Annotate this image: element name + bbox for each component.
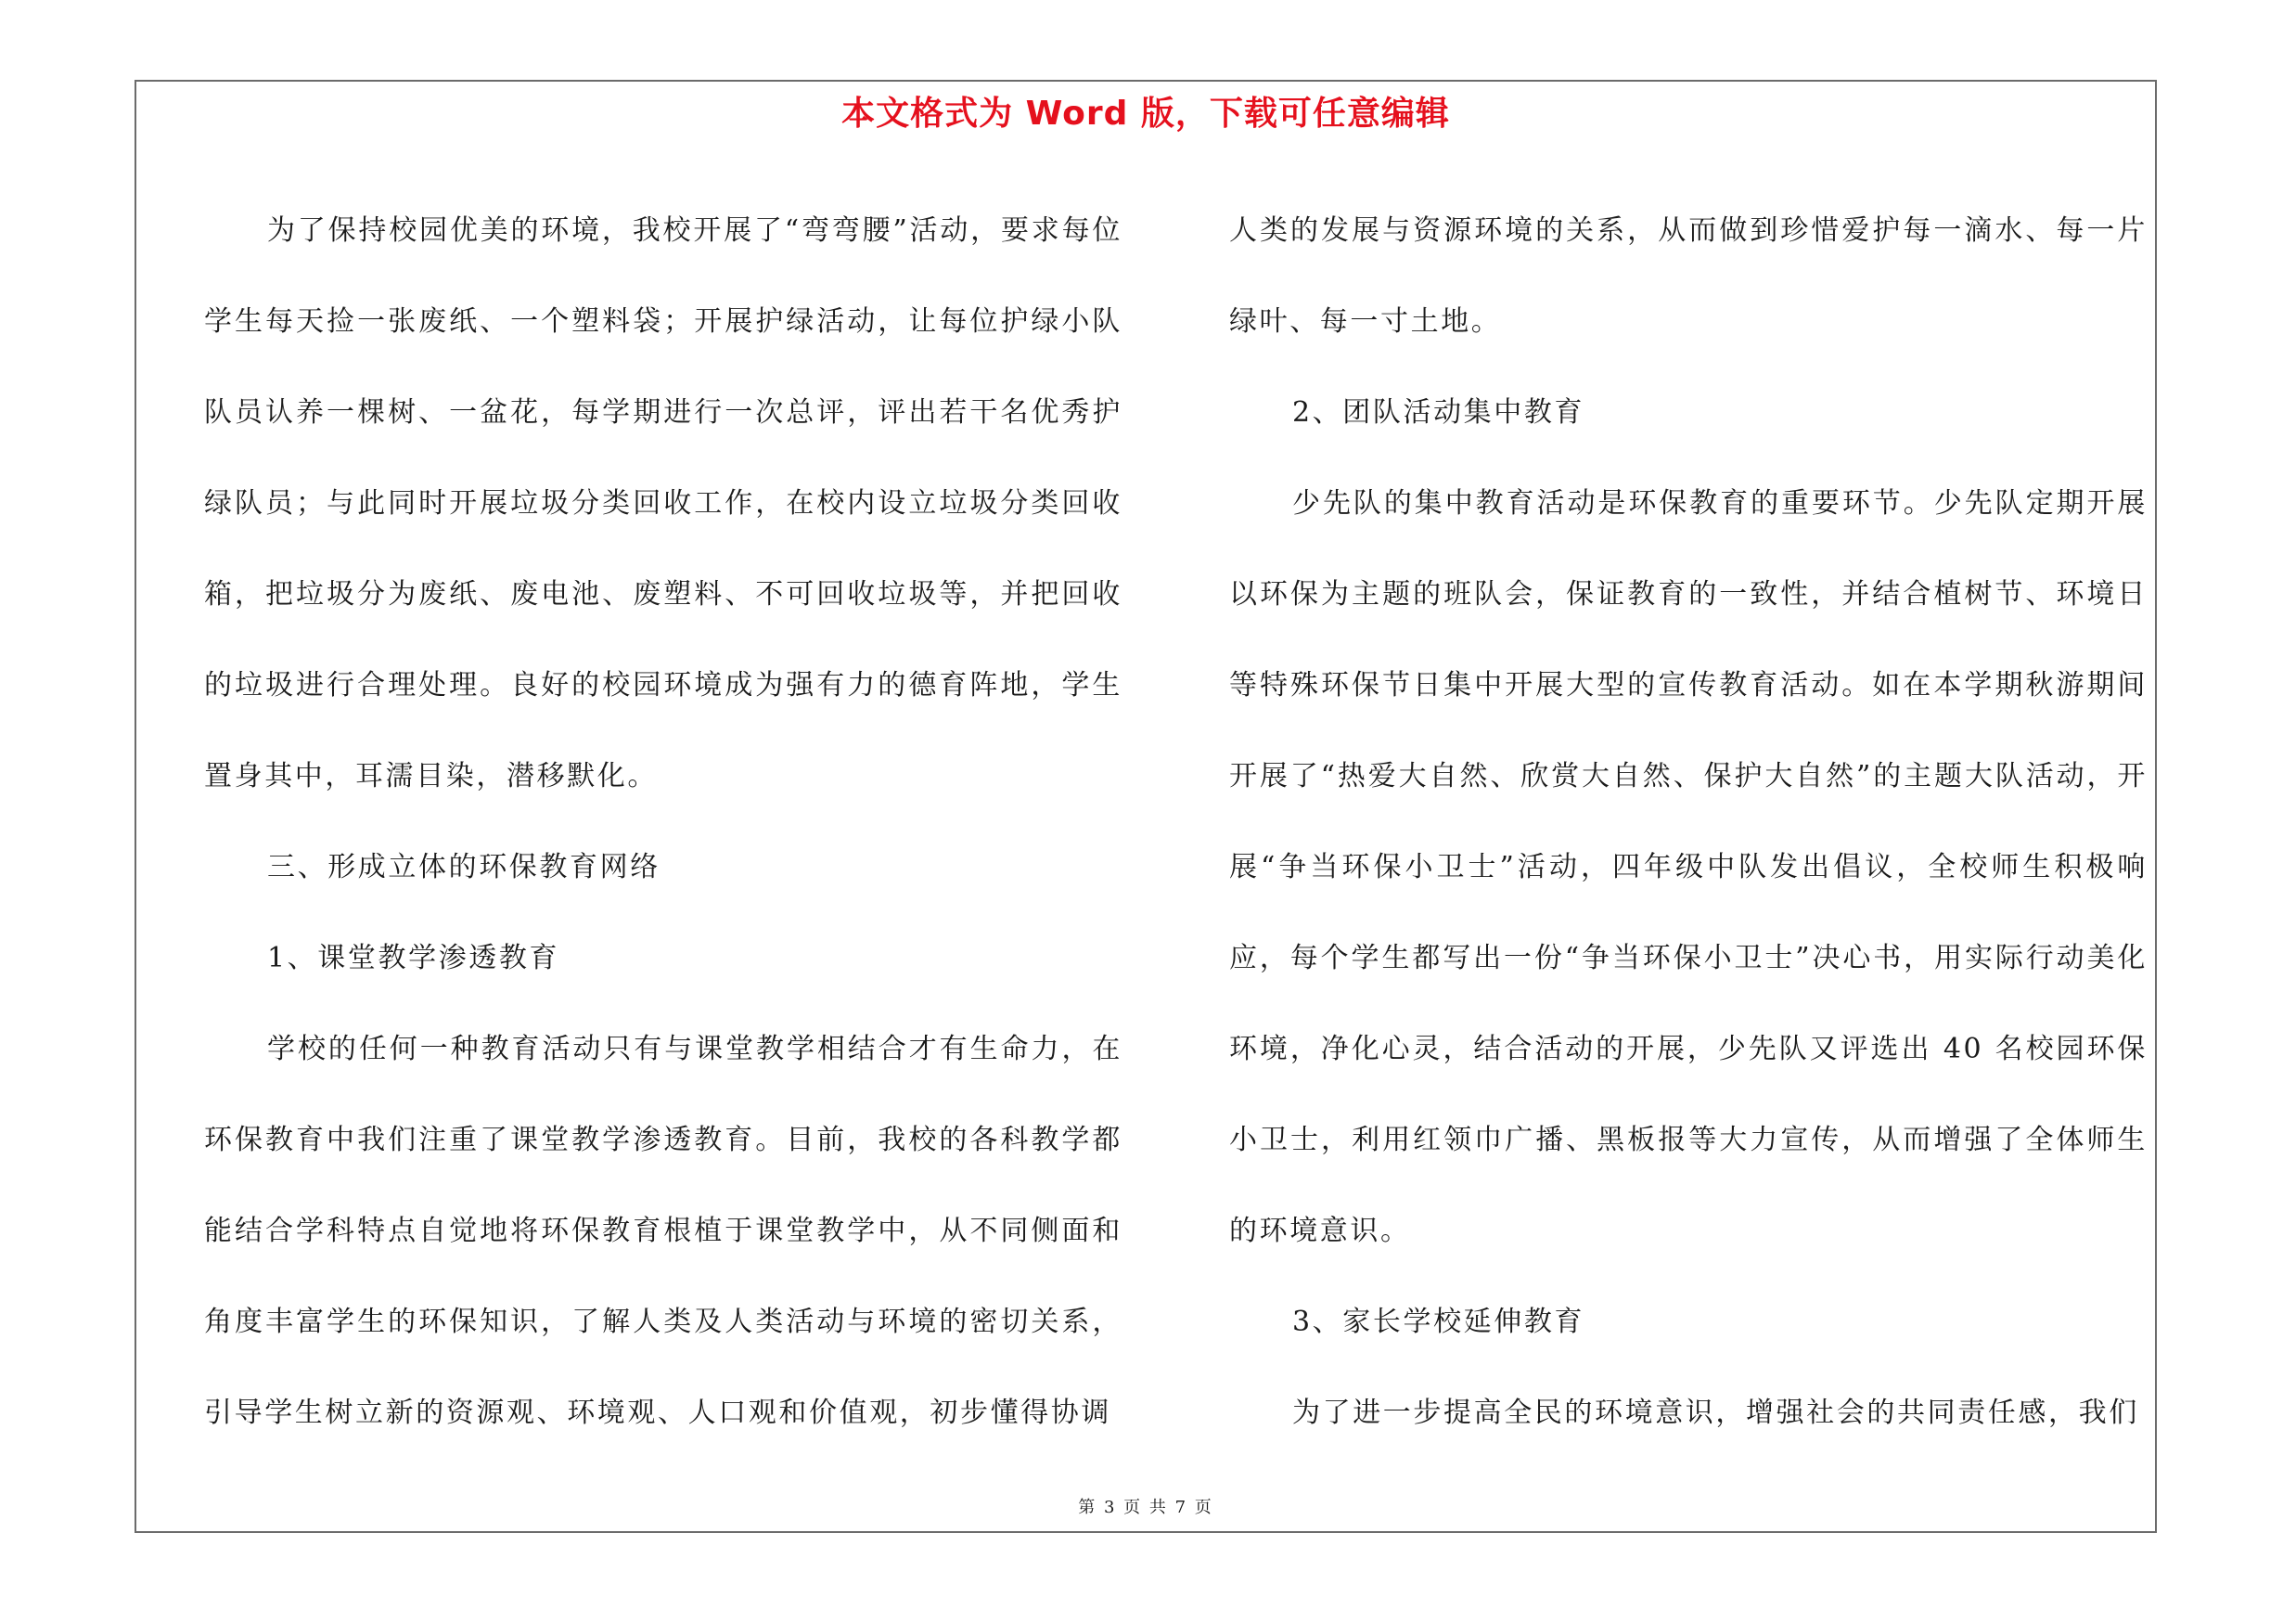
paragraph-continuation: 人类的发展与资源环境的关系，从而做到珍惜爱护每一滴水、每一片绿叶、每一寸土地。	[1229, 214, 2148, 338]
page-number-footer: 第 3 页 共 7 页	[1078, 1498, 1213, 1517]
subsection-heading: 3、家长学校延伸教育	[1292, 1306, 1585, 1338]
paragraph: 少先队的集中教育活动是环保教育的重要环节。少先队定期开展以环保为主题的班队会，保证教育的一致性，并结合植树节、环境日等特殊环保节日集中开展大型的宣传教育活动。如在本学期秋游期间开展了“热爱大自然、欣赏大自然、保护大自然”的主题大队活动，开展“争当环保小卫士”活动，四年级中队发出倡议，全校师生积极响应，每个学生都写出一份“争当环保小卫士”决心书，用实际行动美化环境，净化心灵，结合活动的开展，少先队又评选出 40 名校园环保小卫士，利用红领巾广播、黑板报等大力宣传，从而增强了全体师生的环境意识。	[1229, 487, 2148, 1247]
paragraph: 学校的任何一种教育活动只有与课堂教学相结合才有生命力，在环保教育中我们注重了课堂教学渗透教育。目前，我校的各科教学都能结合学科特点自觉地将环保教育根植于课堂教学中，从不同侧面和角度丰富学生的环保知识，了解人类及人类活动与环境的密切关系，引导学生树立新的资源观、环境观、人口观和价值观，初步懂得协调	[204, 1033, 1122, 1429]
right-column	[1229, 186, 2148, 1459]
section-heading: 三、形成立体的环保教育网络	[267, 851, 661, 883]
left-column	[204, 186, 1122, 1459]
page-frame	[135, 80, 2157, 1533]
subsection-heading: 2、团队活动集中教育	[1292, 396, 1585, 429]
paragraph: 为了进一步提高全民的环境意识，增强社会的共同责任感，我们	[1292, 1397, 2139, 1429]
word-format-banner: 本文格式为 Word 版，下载可任意编辑	[841, 95, 1450, 133]
paragraph: 为了保持校园优美的环境，我校开展了“弯弯腰”活动，要求每位学生每天捡一张废纸、一个塑料袋；开展护绿活动，让每位护绿小队队员认养一棵树、一盆花，每学期进行一次总评，评出若干名优秀护绿队员；与此同时开展垃圾分类回收工作，在校内设立垃圾分类回收箱，把垃圾分为废纸、废电池、废塑料、不可回收垃圾等，并把回收的垃圾进行合理处理。良好的校园环境成为强有力的德育阵地，学生置身其中，耳濡目染，潜移默化。	[204, 214, 1122, 792]
subsection-heading: 1、课堂教学渗透教育	[267, 942, 560, 974]
